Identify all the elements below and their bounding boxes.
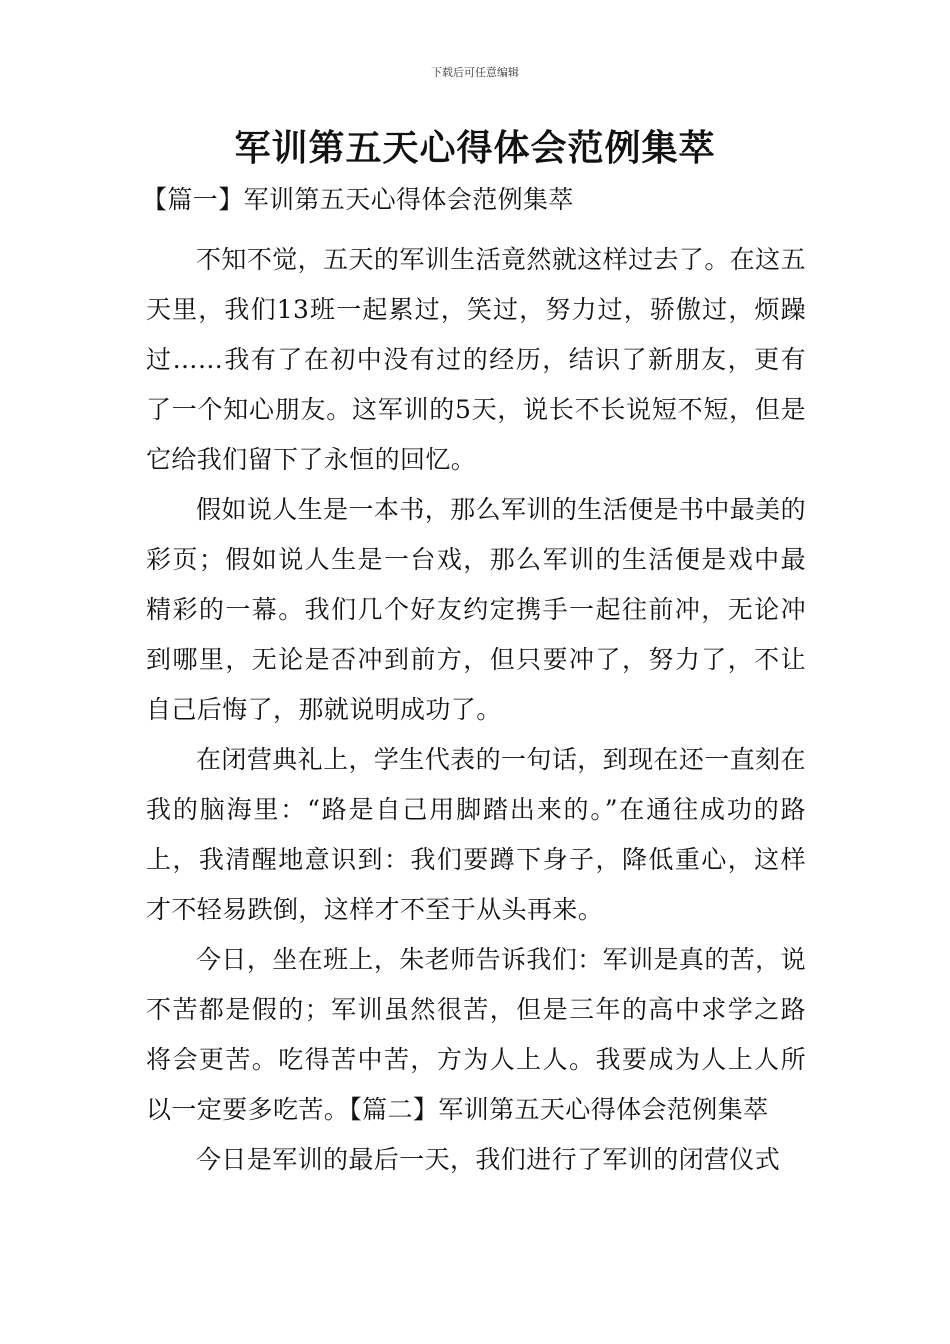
- section-heading-1: 【篇一】军训第五天心得体会范例集萃: [142, 185, 574, 214]
- document-body: [142, 180, 806, 1185]
- paragraph-4: [146, 935, 806, 1135]
- document-title: 军训第五天心得体会范例集萃: [234, 128, 716, 169]
- paragraph-3: 在闭营典礼上，学生代表的一句话，到现在还一直刻在我的脑海里：“路是自己用脚踏出来的。”在通往成功的路上，我清醒地意识到：我们要蹲下身子，降低重心，这样才不轻易跌倒，这样才不至于从头再来。: [146, 745, 806, 924]
- paragraph-2: 假如说人生是一本书，那么军训的生活便是书中最美的彩页；假如说人生是一台戏，那么军训的生活便是戏中最精彩的一幕。我们几个好友约定携手一起往前冲，无论冲到哪里，无论是否冲到前方，但只要冲了，努力了，不让自己后悔了，那就说明成功了。: [146, 495, 806, 724]
- paragraph-1: 不知不觉，五天的军训生活竟然就这样过去了。在这五天里，我们13班一起累过，笑过，努力过，骄傲过，烦躁过……我有了在初中没有过的经历，结识了新朋友，更有了一个知心朋友。这军训的5天，说长不长说短不短，但是它给我们留下了永恒的回忆。: [146, 245, 806, 474]
- paragraph-4-text: 今日，坐在班上，朱老师告诉我们：军训是真的苦，说不苦都是假的；军训虽然很苦，但是三年的高中求学之路将会更苦。吃得苦中苦，方为人上人。我要成为人上人所以一定要多吃苦。: [146, 945, 806, 1124]
- section-heading-2: 【篇二】军训第五天心得体会范例集萃: [349, 1095, 769, 1124]
- header-note: 下载后可任意编辑: [431, 66, 519, 79]
- paragraph-5: 今日是军训的最后一天，我们进行了军训的闭营仪式: [196, 1145, 781, 1174]
